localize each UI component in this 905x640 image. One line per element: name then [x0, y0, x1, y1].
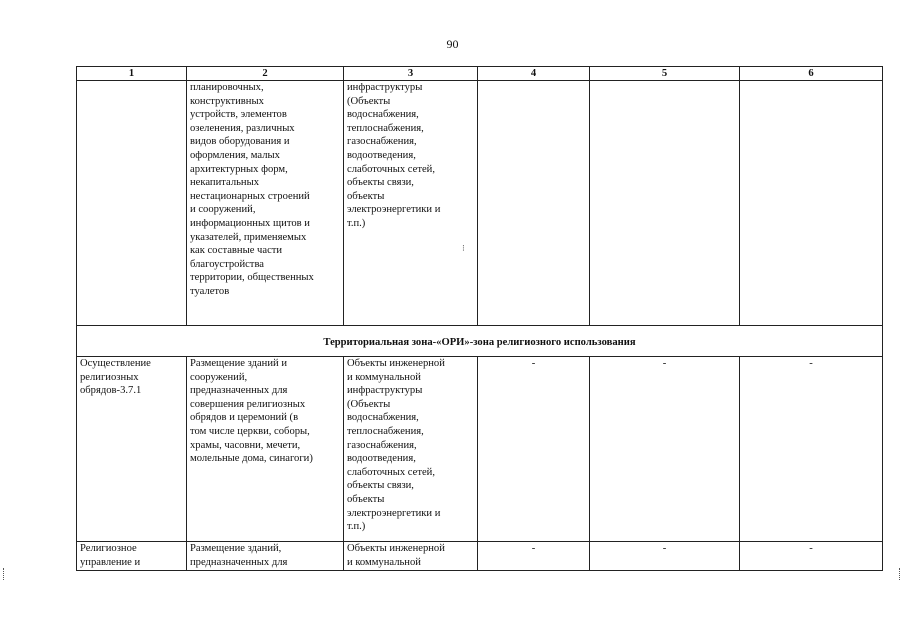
zone-heading-row [77, 326, 883, 357]
cell-col-5: - [590, 542, 740, 571]
header-col-3: 3 [344, 67, 478, 81]
cell-use-name [77, 81, 187, 326]
cell-col-5: - [590, 357, 740, 542]
scan-edge-mark-left [3, 568, 5, 580]
cell-col-4: - [478, 542, 590, 571]
cell-col-4 [478, 81, 590, 326]
cell-auxiliary-use: Объекты инженерной и коммунальной [344, 542, 478, 571]
table-header-row [77, 67, 883, 81]
header-col-1: 1 [77, 67, 187, 81]
cell-col-5 [590, 81, 740, 326]
cell-col-6 [740, 81, 883, 326]
cell-col-4: - [478, 357, 590, 542]
header-col-6: 6 [740, 67, 883, 81]
page-number: 90 [446, 37, 459, 51]
zone-heading-cell [77, 326, 883, 357]
header-col-5: 5 [590, 67, 740, 81]
cell-col-6: - [740, 357, 883, 542]
zone-title: Территориальная зона-«ОРИ»-зона религиозного использования [323, 337, 636, 349]
scan-edge-mark-right [899, 568, 901, 580]
header-col-4: 4 [478, 67, 590, 81]
scan-speck: ⁝ [462, 243, 465, 253]
header-col-2: 2 [187, 67, 344, 81]
table-row [77, 357, 883, 542]
table-row [77, 542, 883, 571]
cell-use-description: планировочных, конструктивных устройств, элементов озеленения, различных видов оборудования и оформления, малых архитектурных форм, некапитальных нестационарных строений и сооружений, информационных щитов и указателей, применяемых как составные части благоустройства территории, общественных туалетов [187, 81, 344, 326]
cell-col-6: - [740, 542, 883, 571]
table-row [77, 81, 883, 326]
cell-use-description: Размещение зданий, предназначенных для [187, 542, 344, 571]
cell-auxiliary-use: Объекты инженерной и коммунальной инфраструктуры (Объекты водоснабжения, теплоснабжения, газоснабжения, водоотведения, слаботочных сетей, объекты связи, объекты электроэнергетики и т.п.) [344, 357, 478, 542]
cell-use-name: Осуществление религиозных обрядов-3.7.1 [77, 357, 187, 542]
cell-use-description: Размещение зданий и сооружений, предназначенных для совершения религиозных обрядов и церемоний (в том числе церкви, соборы, храмы, часовни, мечети, молельные дома, синагоги) [187, 357, 344, 542]
regulations-table [76, 66, 883, 571]
cell-use-name: Религиозное управление и [77, 542, 187, 571]
cell-auxiliary-use: инфраструктуры (Объекты водоснабжения, теплоснабжения, газоснабжения, водоотведения, слаботочных сетей, объекты связи, объекты электроэнергетики и т.п.) [344, 81, 478, 326]
